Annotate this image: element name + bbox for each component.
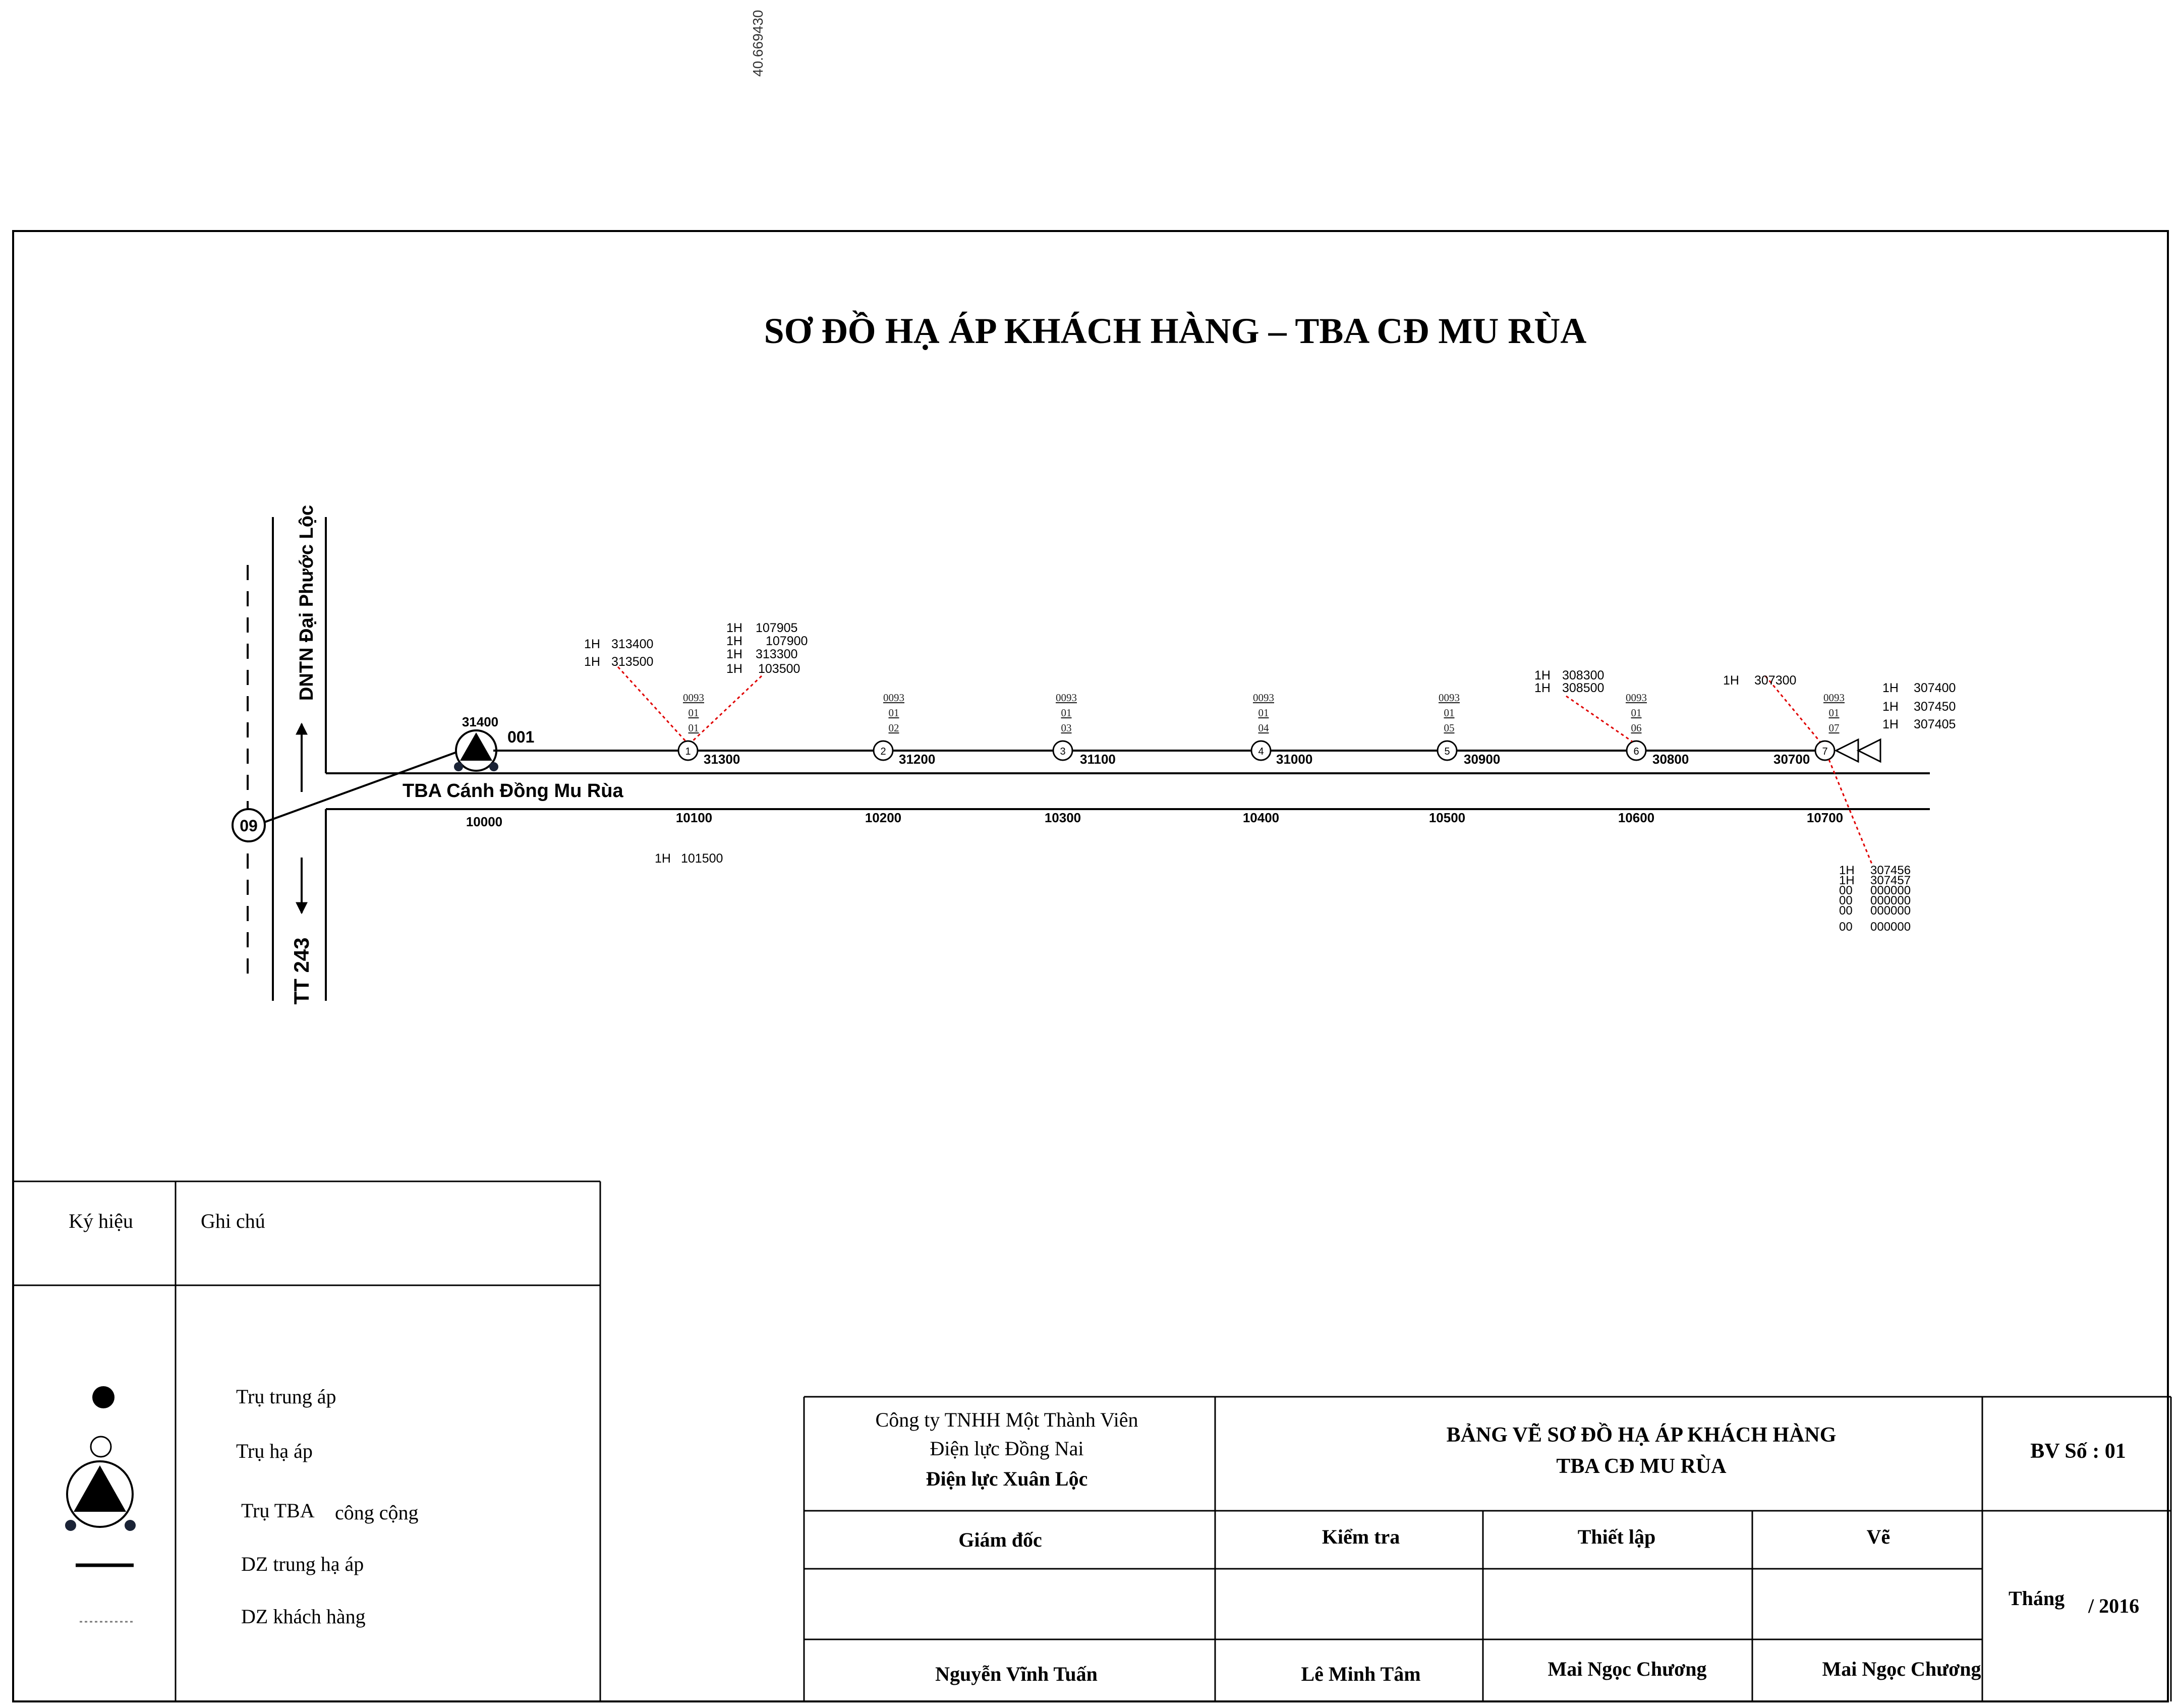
pole-label-line: 01 [688,722,699,734]
line-end-terminal [1836,739,1880,762]
meter-type: 00 [1839,884,1853,897]
customer-group-pole7-top [1723,673,1796,688]
pole-label-line: 02 [888,722,899,734]
legend-header-symbol: Ký hiệu [69,1210,133,1232]
pole-label-line: 01 [1061,707,1072,719]
meter-code: 313400 [611,637,654,651]
legend-header-note: Ghi chú [201,1210,265,1232]
company-info [876,1408,1138,1490]
meter-type: 1H [1839,864,1855,877]
meter-code: 308500 [1562,681,1605,695]
segment-code: 10100 [675,810,713,825]
meter-code: 000000 [1870,894,1911,907]
pole-code: 30900 [1464,752,1501,767]
meter-code: 101500 [681,851,723,866]
segment-code: 10200 [865,810,902,825]
company-name: Công ty TNHH Một Thành Viên [875,1408,1138,1431]
pole-code: 30800 [1652,752,1689,767]
pole-label-line: 0093 [1626,692,1647,704]
pole-label-line: 04 [1258,722,1269,734]
mv-pole-symbol [92,1386,114,1408]
segment-codes [676,810,1843,825]
meter-code: 313300 [756,647,798,661]
customer-group-pole1-right [726,621,808,676]
pole-number: 5 [1444,746,1450,757]
mv-pole-label: 09 [240,817,258,835]
road-label-north: DNTN Đại Phước Lộc [296,504,317,701]
legend-note: Trụ hạ áp [236,1440,313,1462]
pole-2[interactable] [874,741,893,760]
transformer-station-symbol[interactable] [454,730,498,771]
tba-symbol [65,1461,136,1531]
meter-code: 107905 [756,621,798,635]
meter-code: 000000 [1870,904,1911,918]
meter-type: 1H [726,621,742,635]
pole-code: 31000 [1276,752,1313,767]
meter-type: 1H [726,634,742,648]
meter-code: 307457 [1870,874,1911,887]
meter-type: 1H [1882,681,1899,695]
legend-note: Trụ trung áp [236,1385,336,1408]
pole-label-stacks [683,692,1845,734]
meter-type: 00 [1839,904,1853,918]
pole-number: 7 [1822,746,1828,757]
name-checker: Lê Minh Tâm [1301,1663,1421,1685]
pole-label-line: 0093 [1056,692,1077,704]
signature-names [935,1658,1981,1685]
company-unit: Điện lực Xuân Lộc [926,1467,1088,1490]
pole-number: 3 [1060,746,1066,757]
feeder-code: 001 [507,728,535,746]
meter-code: 307300 [1754,673,1797,688]
customer-group-pole1-below [655,851,723,866]
date-month: Tháng [2009,1587,2065,1610]
meter-code: 000000 [1870,920,1911,934]
meter-code: 307405 [1914,717,1956,731]
pole-6[interactable] [1627,741,1646,760]
drawing-title-line: BẢNG VẼ SƠ ĐỒ HẠ ÁP KHÁCH HÀNG [1446,1424,1837,1447]
pole-4[interactable] [1251,741,1271,760]
lv-pole-symbol [91,1437,111,1457]
pole-5[interactable] [1438,741,1457,760]
date-year: / 2016 [2088,1595,2140,1617]
meter-type: 1H [1723,673,1739,688]
pole-number: 6 [1633,746,1639,757]
pole-label-line: 01 [1828,707,1840,719]
meter-code: 308300 [1562,668,1605,682]
legend-note: Trụ TBA [241,1499,315,1522]
meter-type: 1H [1882,717,1899,731]
segment-code: 10500 [1428,810,1466,825]
name-director: Nguyễn Vĩnh Tuấn [935,1663,1098,1685]
pole-label-line: 06 [1631,722,1642,734]
sheet-border [13,231,2168,1701]
segment-code: 10700 [1806,810,1844,825]
pole-number: 1 [685,746,691,757]
role-director: Giám đốc [958,1528,1042,1551]
pole-7[interactable] [1815,741,1835,760]
customer-group-pole7-right [1882,681,1956,731]
pole-label-line: 07 [1828,722,1840,734]
pole-1[interactable] [678,741,698,760]
station-code: 31400 [462,714,499,729]
legend-note: công cộng [335,1501,419,1524]
pole-code: 31200 [899,752,936,767]
meter-code: 307400 [1914,681,1956,695]
pole-label-line: 0093 [1823,692,1845,704]
page-title: SƠ ĐỒ HẠ ÁP KHÁCH HÀNG – TBA CĐ MU RÙA [764,311,1587,351]
drawing-title-line: TBA CĐ MU RÙA [1556,1455,1727,1478]
mv-pole-09[interactable] [233,809,265,841]
station-base-code: 10000 [466,814,503,829]
pole-label-line: 01 [888,707,899,719]
pole-label-line: 01 [1631,707,1642,719]
pole-code: 31300 [704,752,740,767]
pole-label-line: 0093 [1253,692,1274,704]
station-name: TBA Cánh Đồng Mu Rùa [403,780,623,802]
customer-group-pole7-below [1839,864,1911,934]
company-branch: Điện lực Đồng Nai [930,1437,1084,1460]
pole-label-line: 01 [1258,707,1269,719]
meter-code: 313500 [611,655,654,669]
signature-roles [958,1525,1890,1551]
drawing-number: BV Số : 01 [2030,1440,2126,1463]
meter-type: 1H [1839,874,1855,887]
meter-type: 1H [1534,668,1551,682]
segment-code: 10300 [1044,810,1081,825]
pole-code: 31100 [1080,752,1116,767]
customer-group-pole6 [1534,668,1604,695]
road-label-south: TT 243 [290,937,313,1005]
pole-3[interactable] [1053,741,1072,760]
role-drafter: Vẽ [1866,1525,1890,1548]
pole-label-line: 0093 [1439,692,1460,704]
pole-label-line: 05 [1444,722,1455,734]
meter-code: 307456 [1870,864,1911,877]
meter-type: 00 [1839,920,1853,934]
drawing-title [1447,1422,1837,1478]
pole-code: 30700 [1773,752,1810,767]
pole-number: 2 [880,746,886,757]
meter-code: 307450 [1914,700,1956,714]
meter-type: 1H [584,637,600,651]
customer-group-pole1-left [584,637,653,669]
pole-label-line: 03 [1061,722,1072,734]
pole-number: 4 [1258,746,1264,757]
meter-code: 103500 [758,662,800,676]
meter-type: 1H [1534,681,1551,695]
meter-type: 1H [726,647,742,661]
name-drafter: Mai Ngọc Chương [1822,1658,1981,1680]
name-designer: Mai Ngọc Chương [1548,1658,1707,1680]
pole-label-line: 0093 [883,692,904,704]
meter-type: 1H [726,662,742,676]
segment-code: 10400 [1242,810,1280,825]
meter-code: 000000 [1870,884,1911,897]
pole-label-line: 0093 [683,692,704,704]
meter-type: 1H [1882,700,1899,714]
meter-type: 1H [655,851,671,866]
legend-notes [236,1385,419,1628]
stamp-text: 40.669430 [750,10,766,77]
role-designer: Thiết lập [1577,1525,1656,1548]
meter-code: 107900 [766,634,808,648]
pole-label-line: 01 [1444,707,1455,719]
legend-note: DZ khách hàng [241,1605,366,1628]
role-checker: Kiểm tra [1322,1525,1400,1548]
meter-type: 1H [584,655,600,669]
segment-code: 10600 [1618,810,1655,825]
legend-note: DZ trung hạ áp [241,1553,364,1575]
pole-label-line: 01 [688,707,699,719]
meter-type: 00 [1839,894,1853,907]
